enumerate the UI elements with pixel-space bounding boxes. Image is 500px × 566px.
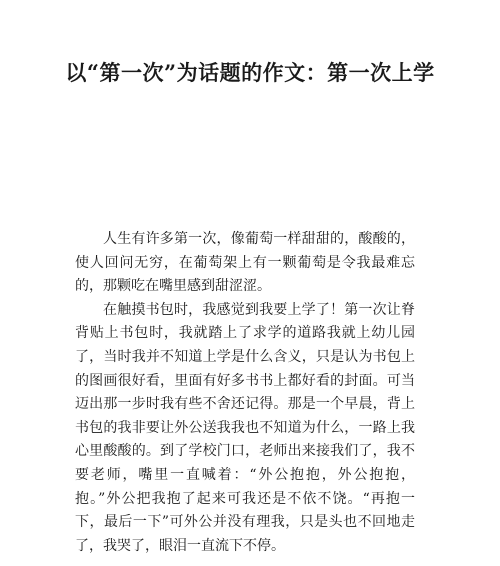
paragraph: 在触摸书包时，我感觉到我要上学了！第一次让脊背贴上书包时，我就踏上了求学的道路我就上幼儿园了，当时我并不知道上学是什么含义，只是认为书包上的图画很好看，里面有好多书书上都好看的封面。可当迈出那一步时我有些不舍还记得。那是一个早晨，背上书包的我非要让外公送我我也不知道为什么，一路上我心里酸酸的。到了学校门口，老师出来接我们了，我不要老师，嘴里一直喊着：“外公抱抱，外公抱抱，抱。”外公把我抱了起来可我还是不依不饶。“再抱一下，最后一下”可外公并没有理我，只是头也不回地走了，我哭了，眼泪一直流下不停。 (75, 301, 415, 554)
paragraph: 人生有许多第一次，像葡萄一样甜甜的，酸酸的，使人回问无穷，在葡萄架上有一颗葡萄是令我最难忘的，那颗吃在嘴里感到甜涩涩。 (75, 231, 415, 295)
document-body (75, 228, 415, 558)
document-title: 以“第一次”为话题的作文：第一次上学 (65, 60, 435, 85)
